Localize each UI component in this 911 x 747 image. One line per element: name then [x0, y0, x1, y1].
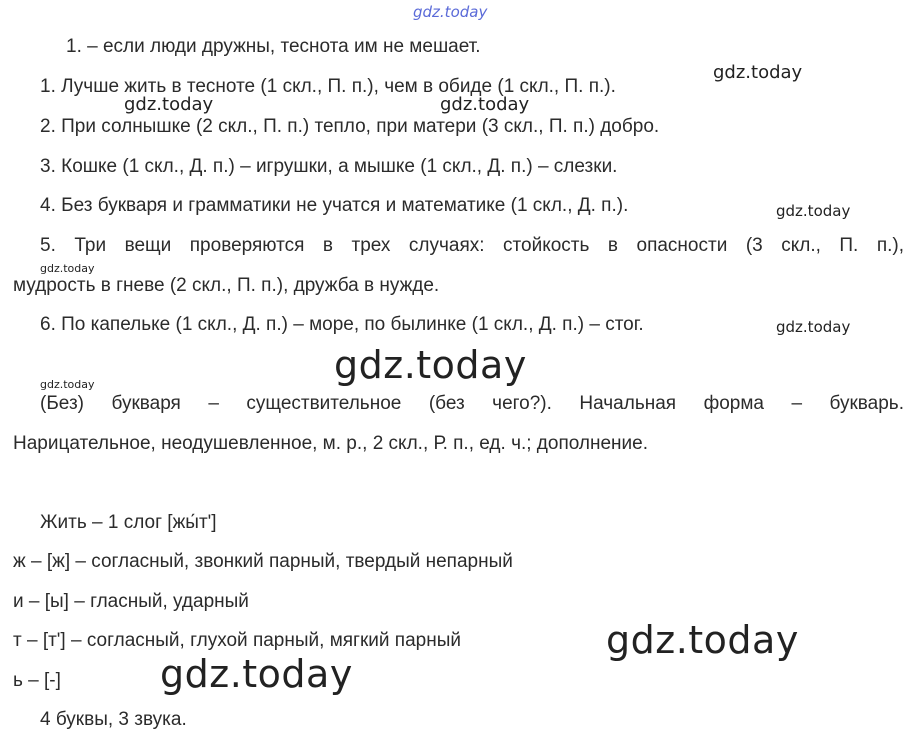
- watermark: gdz.today: [40, 262, 95, 275]
- watermark: gdz.today: [440, 94, 530, 115]
- proverb-item-5: 5. Три вещи проверяются в трех случаях: стойкость в опасности (3 скл., П. п.),: [40, 235, 904, 256]
- proverb-meaning: 1. – если люди дружны, теснота им не мешает.: [66, 36, 481, 57]
- watermark: gdz.today: [776, 202, 851, 220]
- proverb-item-4: 4. Без букваря и грамматики не учатся и математике (1 скл., Д. п.).: [40, 195, 629, 216]
- phonetic-summary: 4 буквы, 3 звука.: [40, 709, 187, 730]
- watermark: gdz.today: [334, 343, 527, 387]
- watermark: gdz.today: [776, 318, 851, 336]
- proverb-item-6: 6. По капельке (1 скл., Д. п.) – море, по былинке (1 скл., Д. п.) – стог.: [40, 314, 644, 335]
- watermark: gdz.today: [606, 618, 799, 662]
- proverb-item-2: 2. При солнышке (2 скл., П. п.) тепло, при матери (3 скл., П. п.) добро.: [40, 116, 660, 137]
- analysis-line-1: (Без) букваря – существительное (без чего?). Начальная форма – букварь.: [40, 393, 904, 414]
- watermark: gdz.today: [40, 378, 95, 391]
- proverb-item-5-continued: мудрость в гневе (2 скл., П. п.), дружба в нужде.: [13, 275, 440, 296]
- analysis-line-2: Нарицательное, неодушевленное, м. р., 2 скл., Р. п., ед. ч.; дополнение.: [13, 433, 648, 454]
- watermark: gdz.today: [160, 652, 353, 696]
- watermark: gdz.today: [713, 62, 803, 83]
- watermark-top: gdz.today: [413, 3, 488, 21]
- phonetic-row-i: и – [ы] – гласный, ударный: [13, 591, 249, 612]
- watermark: gdz.today: [124, 94, 214, 115]
- phonetic-row-soft-sign: ь – [-]: [13, 670, 61, 691]
- proverb-item-1: 1. Лучше жить в тесноте (1 скл., П. п.), чем в обиде (1 скл., П. п.).: [40, 76, 616, 97]
- phonetic-row-zh: ж – [ж] – согласный, звонкий парный, твердый непарный: [13, 551, 513, 572]
- proverb-item-3: 3. Кошке (1 скл., Д. п.) – игрушки, а мышке (1 скл., Д. п.) – слезки.: [40, 156, 618, 177]
- phonetic-row-t: т – [т'] – согласный, глухой парный, мягкий парный: [13, 630, 461, 651]
- phonetic-title: Жить – 1 слог [жы́т']: [40, 512, 217, 533]
